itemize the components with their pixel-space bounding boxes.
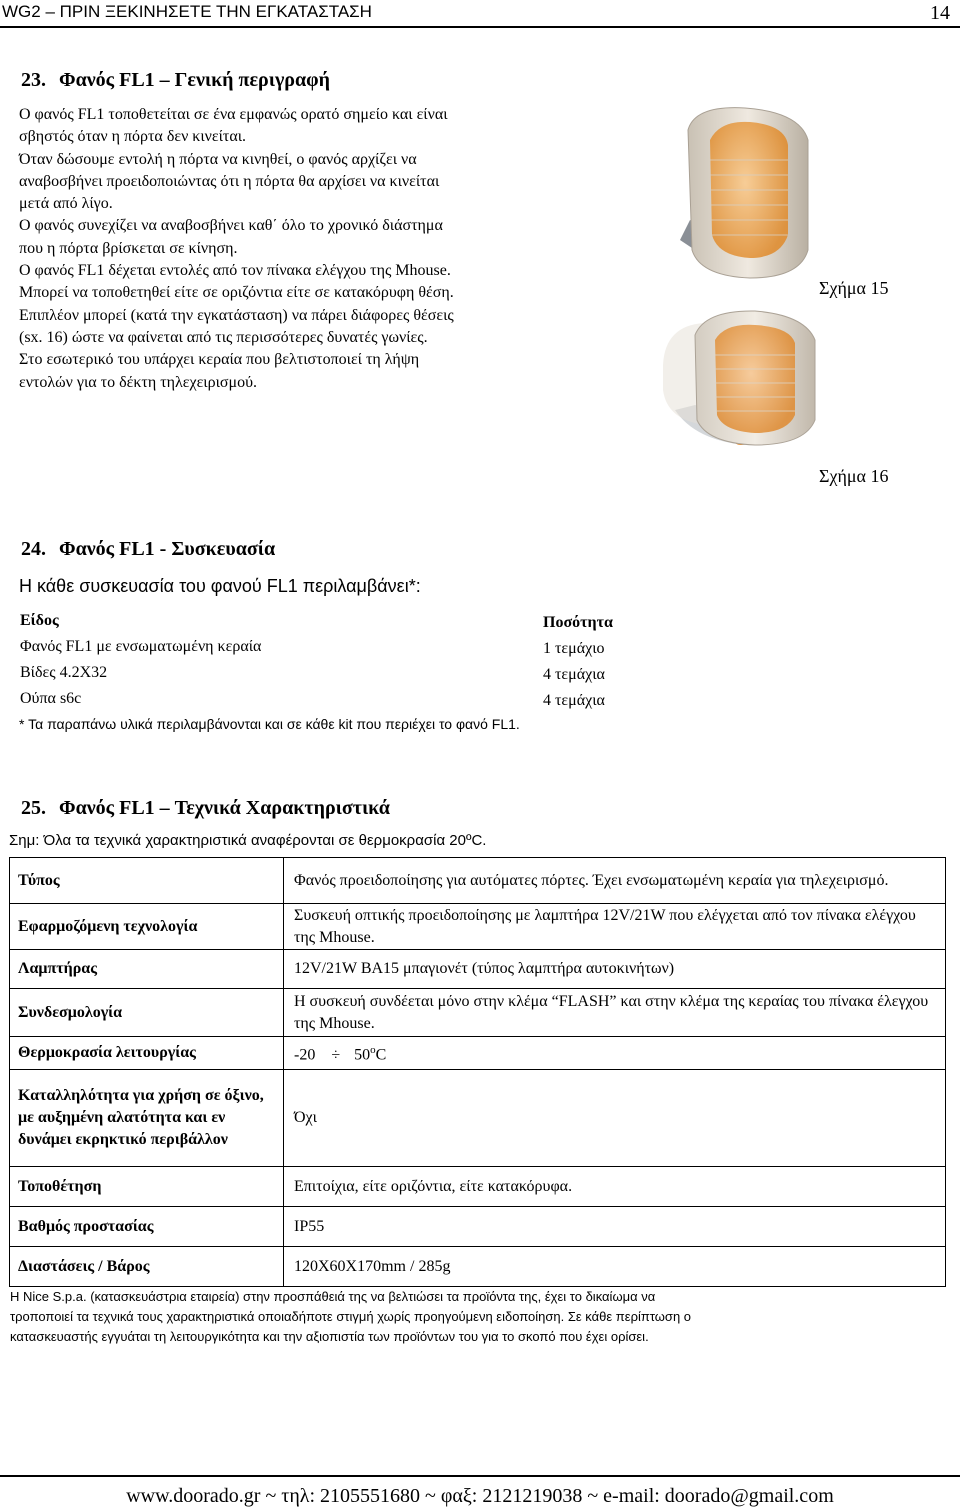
section-25-heading <box>21 796 390 820</box>
spec-value: Φανός προειδοποίησης για αυτόματες πόρτες. Έχει ενσωματωμένη κεραία για τηλεχειρισμό. <box>284 858 946 904</box>
spec-label: Διαστάσεις / Βάρος <box>10 1247 284 1287</box>
temp-min: -20 <box>294 1046 316 1064</box>
packaging-col-item: Είδος <box>20 612 59 629</box>
spec-value: Συσκευή οπτικής προειδοποίησης με λαμπτήρα 12V/21W που ελέγχεται από τον πίνακα ελέγχου της Mhouse. <box>284 904 946 950</box>
specs-row <box>10 1207 946 1247</box>
disclaimer <box>10 1287 955 1347</box>
spec-value: Επιτοίχια, είτε οριζόντια, είτε κατακόρυφα. <box>284 1167 946 1207</box>
spec-label: Συνδεσμολογία <box>10 989 284 1037</box>
spec-label: Λαμπτήρας <box>10 950 284 989</box>
spec-value: Η συσκευή συνδέεται μόνο στην κλέμα “FLASH” και στην κλέμα της κεραίας του πίνακα έλεγχου της Mhouse. <box>284 989 946 1037</box>
packaging-item: Βίδες 4.2X32 <box>20 664 108 681</box>
packaging-qty: 4 τεμάχια <box>543 692 605 709</box>
specs-row <box>10 1037 946 1070</box>
body-line: Ο φανός FL1 δέχεται εντολές από τον πίνακα ελέγχου της Mhouse. <box>19 262 451 280</box>
packaging-col-qty: Ποσότητα <box>543 614 613 631</box>
packaging-item: Φανός FL1 με ενσωματωμένη κεραία <box>20 638 262 655</box>
figure-16-caption: Σχήμα 16 <box>819 466 889 486</box>
header-title: WG2 – ΠΡΙΝ ΞΕΚΙΝΗΣΕΤΕ ΤΗΝ ΕΓΚΑΤΑΣΤΑΣΗ <box>2 2 372 21</box>
body-line: μετά από λίγο. <box>19 195 113 213</box>
spec-label: Θερμοκρασία λειτουργίας <box>10 1037 284 1070</box>
spec-value: IP55 <box>284 1207 946 1247</box>
footer-divider <box>0 1475 960 1477</box>
temp-max: 50 <box>354 1046 371 1064</box>
header-divider <box>0 26 960 28</box>
temp-unit: C <box>375 1046 387 1064</box>
section-24-number: 24. <box>21 538 46 560</box>
specs-row <box>10 858 946 904</box>
body-line: που η πόρτα βρίσκεται σε κίνηση. <box>19 239 238 257</box>
specs-row <box>10 950 946 989</box>
range-symbol: ÷ <box>331 1046 341 1064</box>
packaging-note: * Τα παραπάνω υλικά περιλαμβάνονται και σε κάθε kit που περιέχει το φανό FL1. <box>19 716 520 732</box>
specs-row <box>10 904 946 950</box>
spec-label: Καταλληλότητα για χρήση σε όξινο, με αυξημένη αλατότητα και εν δυνάμει εκρηκτικό περιβάλλον <box>10 1070 284 1167</box>
body-line: εντολών για το δέκτη τηλεχειρισμού. <box>19 373 258 391</box>
specs-table <box>9 857 946 1287</box>
section-25-number: 25. <box>21 797 46 819</box>
disclaimer-line: κατασκευαστής εγγυάται τη λειτουργικότητα και την αξιοπιστία των προϊόντων του για το σκοπό που έχει ορίσει. <box>10 1329 649 1344</box>
spec-value: Όχι <box>284 1070 946 1167</box>
section-24-heading <box>21 537 275 561</box>
packaging-intro: Η κάθε συσκευασία του φανού FL1 περιλαμβάνει*: <box>19 576 421 596</box>
figure-16-lamp-image <box>655 305 840 455</box>
body-line: Όταν δώσουμε εντολή η πόρτα να κινηθεί, ο φανός αρχίζει να <box>19 150 417 168</box>
body-line: Ο φανός FL1 τοποθετείται σε ένα εμφανώς ορατό σημείο και είναι <box>19 106 448 123</box>
body-line: αναβοσβήνει προειδοποιώντας ότι η πόρτα θα αρχίσει να κινείται <box>19 172 440 190</box>
section-25-title: Φανός FL1 – Τεχνικά Χαρακτηριστικά <box>59 797 390 819</box>
specs-row <box>10 1247 946 1287</box>
spec-value: 120X60X170mm / 285g <box>284 1247 946 1287</box>
disclaimer-line: τροποποιεί τα τεχνικά τους χαρακτηριστικά οποιαδήποτε στιγμή χωρίς προηγούμενη ειδοποίηση. Σε κάθε περίπτωση ο <box>10 1309 692 1324</box>
section-23-number: 23. <box>21 69 46 91</box>
spec-label: Τοποθέτηση <box>10 1167 284 1207</box>
specs-row <box>10 1070 946 1167</box>
section-23-title: Φανός FL1 – Γενική περιγραφή <box>59 69 331 91</box>
spec-label: Βαθμός προστασίας <box>10 1207 284 1247</box>
spec-value-temperature <box>284 1037 946 1070</box>
body-line: Ο φανός συνεχίζει να αναβοσβήνει καθ΄ όλο το χρονικό διάστημα <box>19 217 443 235</box>
spec-value: 12V/21W BA15 μπαγιονέτ (τύπος λαμπτήρα αυτοκινήτων) <box>284 950 946 989</box>
section-23-body <box>19 104 454 394</box>
figure-15-lamp-image <box>650 100 830 290</box>
packaging-qty: 1 τεμάχιο <box>543 640 605 657</box>
page-number: 14 <box>930 2 950 24</box>
degree-mark: o <box>370 1044 376 1057</box>
body-line: Επιπλέον μπορεί (κατά την εγκατάσταση) να πάρει διάφορες θέσεις <box>19 306 454 324</box>
footer-contact: www.doorado.gr ~ τηλ: 2105551680 ~ φαξ: 2121219038 ~ e-mail: doorado@gmail.com <box>126 1485 834 1507</box>
body-line: σβηστός όταν η πόρτα δεν κινείται. <box>19 128 247 146</box>
body-line: (sx. 16) ώστε να φαίνεται από τις περισσότερες δυνατές γωνίες. <box>19 328 428 346</box>
specs-row <box>10 1167 946 1207</box>
packaging-item: Ούπα s6c <box>20 690 82 707</box>
section-23-heading <box>21 68 330 92</box>
packaging-qty: 4 τεμάχια <box>543 666 605 683</box>
body-line: Μπορεί να τοποθετηθεί είτε σε οριζόντια είτε σε κατακόρυφη θέση. <box>19 284 454 302</box>
specs-row <box>10 989 946 1037</box>
section-24-title: Φανός FL1 - Συσκευασία <box>59 538 276 560</box>
spec-label: Εφαρμοζόμενη τεχνολογία <box>10 904 284 950</box>
body-line: Στο εσωτερικό του υπάρχει κεραία που βελτιστοποιεί τη λήψη <box>19 351 420 369</box>
disclaimer-line: Η Nice S.p.a. (κατασκευάστρια εταιρεία) στην προσπάθειά της να βελτιώσει τα προϊόντα της, έχει το δικαίωμα να <box>10 1289 656 1304</box>
spec-label: Τύπος <box>10 858 284 904</box>
figure-15-caption: Σχήμα 15 <box>819 278 889 298</box>
specs-note: Σημ: Όλα τα τεχνικά χαρακτηριστικά αναφέρονται σε θερμοκρασία 20ºC. <box>9 832 487 849</box>
